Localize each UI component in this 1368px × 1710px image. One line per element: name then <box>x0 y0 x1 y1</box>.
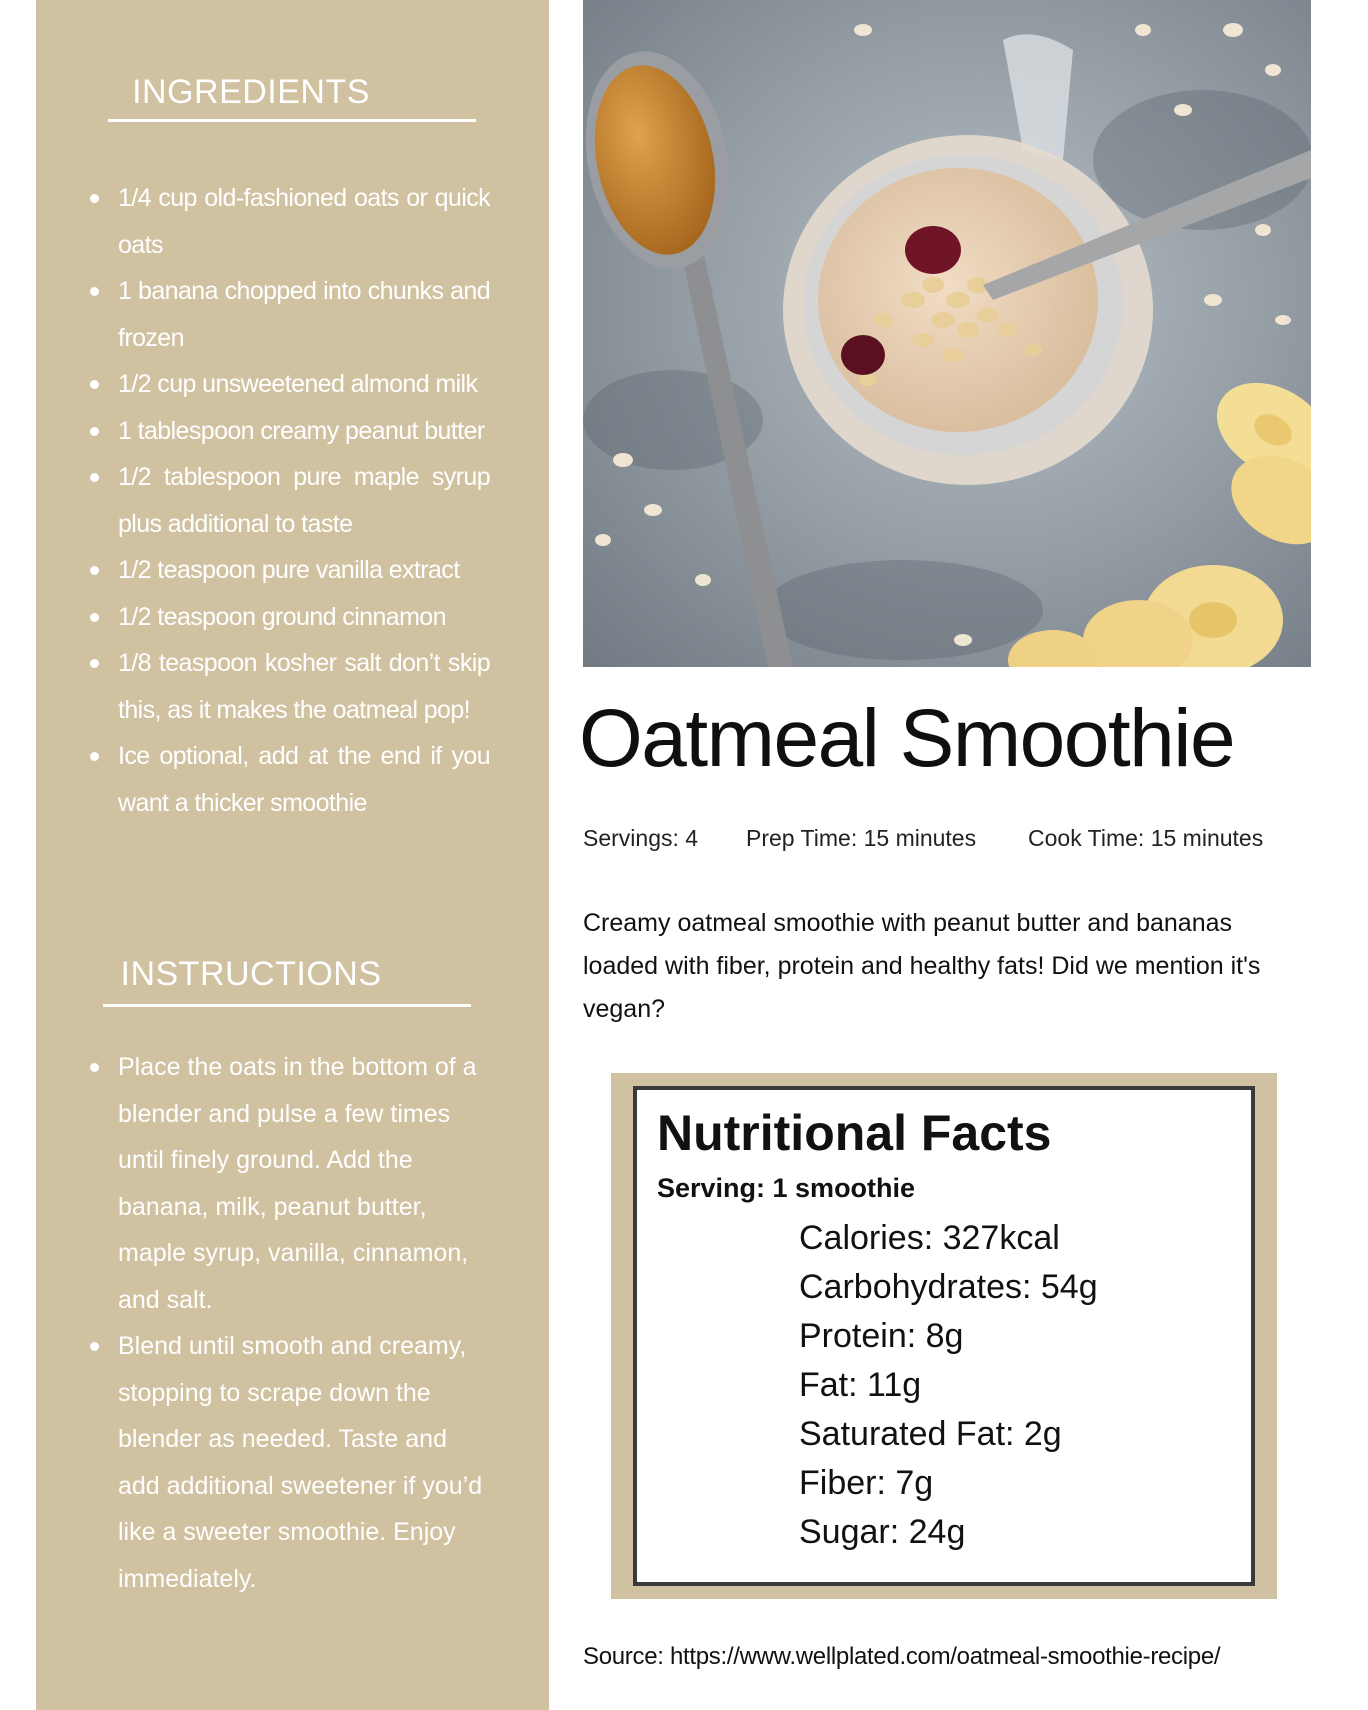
nutrition-fact: Saturated Fat: 2g <box>799 1415 1062 1453</box>
servings: Servings: 4 <box>583 825 699 851</box>
ingredient-item: 1/2 tablespoon pure maple syrup plus additional to taste <box>50 454 490 547</box>
ingredient-item: 1 tablespoon creamy peanut butter <box>50 408 490 455</box>
recipe-title: Oatmeal Smoothie <box>579 693 1235 784</box>
instructions-list <box>50 1044 490 1602</box>
nutrition-serving: Serving: 1 smoothie <box>657 1173 916 1203</box>
cook-time: Cook Time: 15 minutes <box>1028 825 1264 851</box>
nutrition-facts-list <box>799 1214 1098 1557</box>
prep-time: Prep Time: 15 minutes <box>746 825 977 851</box>
nutrition-fact: Sugar: 24g <box>799 1513 966 1551</box>
ingredient-item: 1 banana chopped into chunks and frozen <box>50 268 490 361</box>
nutrition-fact: Protein: 8g <box>799 1317 964 1355</box>
nutrition-fact: Fiber: 7g <box>799 1464 934 1502</box>
nutrition-title: Nutritional Facts <box>657 1105 1052 1161</box>
instruction-step: Place the oats in the bottom of a blender and pulse a few times until finely ground. Add the banana, milk, peanut butter, maple syrup, vanilla, cinnamon, and salt. <box>50 1044 490 1323</box>
recipe-description: Creamy oatmeal smoothie with peanut butter and bananas loaded with fiber, protein and healthy fats! Did we mention it's vegan? <box>583 909 1261 1023</box>
instructions-heading: INSTRUCTIONS <box>120 955 382 993</box>
nutrition-fact: Carbohydrates: 54g <box>799 1268 1098 1306</box>
smoothie-photo <box>583 0 1311 667</box>
ingredients-list <box>50 175 490 826</box>
nutrition-fact: Calories: 327kcal <box>799 1219 1060 1257</box>
ingredient-item: 1/4 cup old-fashioned oats or quick oats <box>50 175 490 268</box>
ingredients-heading: INGREDIENTS <box>132 73 370 111</box>
ingredients-underline <box>108 119 476 122</box>
instructions-underline <box>103 1004 471 1007</box>
nutrition-card <box>633 1086 1255 1586</box>
nutrition-panel <box>611 1073 1277 1599</box>
source-link[interactable]: Source: https://www.wellplated.com/oatmeal-smoothie-recipe/ <box>583 1643 1221 1670</box>
ingredient-item: Ice optional, add at the end if you want a thicker smoothie <box>50 733 490 826</box>
ingredient-item: 1/2 teaspoon ground cinnamon <box>50 594 490 641</box>
nutrition-fact: Fat: 11g <box>799 1366 922 1404</box>
ingredient-item: 1/2 cup unsweetened almond milk <box>50 361 490 408</box>
instruction-step: Blend until smooth and creamy, stopping to scrape down the blender as needed. Taste and add additional sweetener if you’d like a sweeter smoothie. Enjoy immediately. <box>50 1323 490 1602</box>
ingredient-item: 1/8 teaspoon kosher salt don’t skip this, as it makes the oatmeal pop! <box>50 640 490 733</box>
ingredient-item: 1/2 teaspoon pure vanilla extract <box>50 547 490 594</box>
